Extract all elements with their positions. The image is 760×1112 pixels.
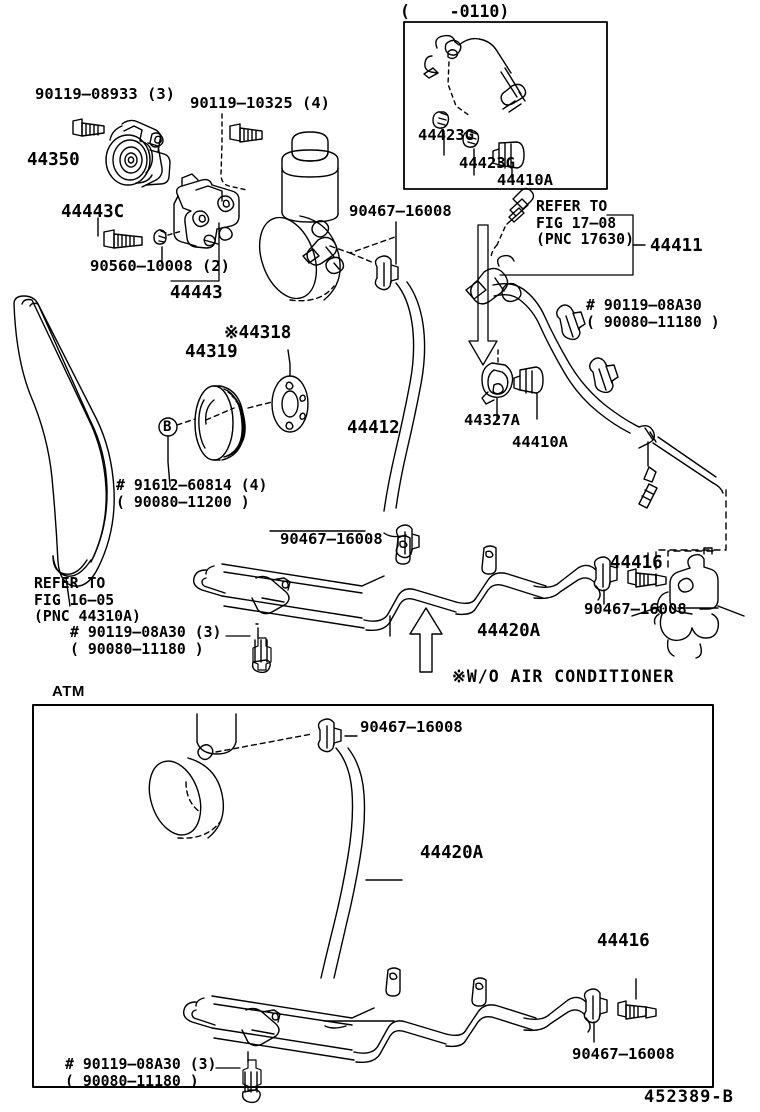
- belt-44310A: [14, 296, 114, 606]
- label-44420A: 44420A: [477, 621, 541, 641]
- refer-17-08-line2: FIG 17–08: [536, 214, 617, 232]
- pump-reservoir: [249, 132, 343, 306]
- label-90467-16008-top: 90467–16008: [349, 202, 452, 220]
- label-44411: 44411: [650, 236, 703, 256]
- clip-90467-pump: [330, 222, 398, 290]
- label-atm-44420A: 44420A: [420, 843, 484, 863]
- atm-clip-bottom: [584, 989, 607, 1042]
- refer-16-05-line2: FIG 16–05: [34, 591, 115, 609]
- label-91612-60814: [116, 478, 267, 511]
- label-90119-10325: 90119–10325 (4): [190, 94, 330, 112]
- label-44443: 44443: [170, 283, 223, 303]
- refer-16-05-line1: REFER TO: [34, 575, 106, 592]
- label-90119-08A30-right: [586, 298, 720, 331]
- marker-b-letter: B: [163, 419, 172, 435]
- refer-16-05-line3: (PNC 44310A): [34, 608, 141, 626]
- refer-17-08-line1: REFER TO: [536, 198, 608, 215]
- label-44318: ※44318: [224, 323, 292, 343]
- label-90467-16008-right: 90467–16008: [584, 600, 687, 618]
- label-44319: 44319: [185, 342, 238, 362]
- label-44416: 44416: [610, 553, 663, 573]
- label-90119-08A30-right-line2: ( 90080–11180 ): [586, 313, 720, 331]
- label-90119-08A30-3-line2: ( 90080–11180 ): [70, 640, 204, 658]
- pulley-44319: [195, 386, 245, 460]
- label-44327A: 44327A: [464, 411, 520, 429]
- atm-pump: [140, 714, 236, 842]
- atm-tube-44420A: [184, 968, 590, 1102]
- atm-clip-top: [216, 719, 357, 752]
- bolt-90119-08A30-right: [639, 442, 657, 508]
- label-atm-44416: 44416: [597, 931, 650, 951]
- label-91612-60814-line1: # 91612–60814 (4): [116, 477, 268, 494]
- label-90560-10008: 90560–10008 (2): [90, 257, 230, 275]
- plate-44318: [248, 350, 308, 432]
- tube-44420A-top: [194, 536, 600, 672]
- label-91612-60814-line2: ( 90080–11200 ): [116, 493, 250, 511]
- label-44410A: 44410A: [512, 433, 568, 451]
- label-90119-08A30-3: [70, 625, 221, 658]
- label-inset-44410A: 44410A: [497, 171, 553, 189]
- steering-gear-right: [632, 490, 744, 658]
- label-atm-90467-16008-top: 90467–16008: [360, 718, 463, 736]
- atm-hose: [321, 748, 402, 1028]
- label-90119-08A30-right-line1: # 90119–08A30: [586, 297, 702, 314]
- hose-44412: [270, 282, 425, 537]
- label-inset-44423G-1: 44423G: [418, 126, 474, 144]
- label-90119-08A30-3-line1: # 90119–08A30 (3): [70, 624, 222, 641]
- label-inset-44423G-2: 44423G: [459, 154, 515, 172]
- bush-44327A: [482, 350, 513, 420]
- label-refer-fig-16-05: [34, 576, 141, 626]
- tensioner-assembly: [73, 119, 170, 187]
- label-atm-90119-08A30: [65, 1057, 216, 1090]
- label-atm-90119-08A30-line1: # 90119–08A30 (3): [65, 1056, 217, 1073]
- label-44350: 44350: [27, 150, 80, 170]
- inset-title: ( -0110): [400, 2, 510, 21]
- refer-17-08-line3: (PNC 17630): [536, 231, 634, 249]
- atm-label: ATM: [52, 683, 85, 700]
- label-atm-90119-08A30-line2: ( 90080–11180 ): [65, 1072, 199, 1090]
- clip-90467-mid: [396, 525, 419, 558]
- flow-arrow-down: [469, 225, 497, 365]
- label-refer-fig-17-08: [536, 199, 634, 249]
- label-90467-16008-mid: 90467–16008: [280, 530, 383, 548]
- atm-fitting-44416: [618, 979, 656, 1019]
- atm-panel-box: [33, 705, 713, 1087]
- bolt-90119-10325: [221, 114, 262, 190]
- label-44443C: 44443C: [61, 202, 125, 222]
- label-atm-90467-16008-bot: 90467–16008: [572, 1045, 675, 1063]
- label-44412: 44412: [347, 418, 400, 438]
- footer-code: 452389-B: [644, 1087, 734, 1107]
- label-90119-08933: 90119–08933 (3): [35, 85, 175, 103]
- note-wo-air-conditioner: ※W/O AIR CONDITIONER: [452, 667, 675, 686]
